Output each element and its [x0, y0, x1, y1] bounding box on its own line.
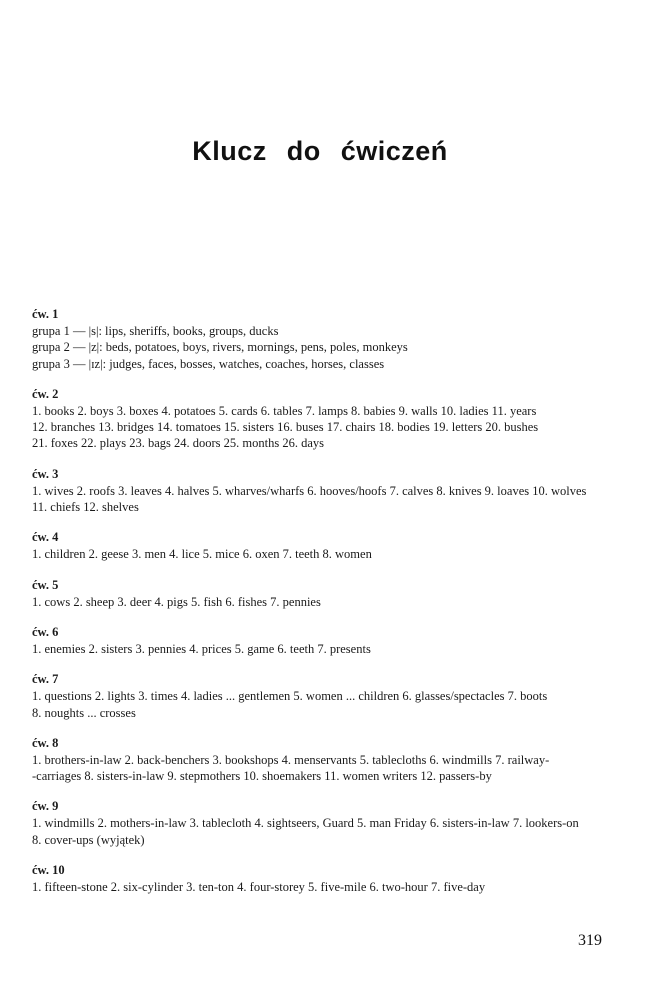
exercise-section-6 — [32, 624, 612, 657]
answer-line: grupa 2 — |z|: beds, potatoes, boys, rivers, mornings, pens, poles, monkeys — [32, 340, 408, 355]
answer-line: 1. windmills 2. mothers-in-law 3. tablecloth 4. sightseers, Guard 5. man Friday 6. sisters-in-law 7. lookers-on — [32, 816, 579, 831]
answer-line: -carriages 8. sisters-in-law 9. stepmothers 10. shoemakers 11. women writers 12. passers-by — [32, 769, 492, 784]
exercise-section-5 — [32, 577, 612, 610]
exercise-heading: ćw. 9 — [32, 799, 59, 814]
answer-line: 1. wives 2. roofs 3. leaves 4. halves 5. wharves/wharfs 6. hooves/hoofs 7. calves 8. knives 9. loaves 10. wolves — [32, 483, 587, 498]
exercise-section-2 — [32, 386, 612, 452]
answer-line: 1. cows 2. sheep 3. deer 4. pigs 5. fish 6. fishes 7. pennies — [32, 594, 321, 609]
exercise-section-3 — [32, 466, 612, 516]
answer-line: 1. children 2. geese 3. men 4. lice 5. mice 6. oxen 7. teeth 8. women — [32, 547, 372, 562]
exercise-heading: ćw. 7 — [32, 672, 59, 687]
answer-line: 21. foxes 22. plays 23. bags 24. doors 25. months 26. days — [32, 436, 324, 451]
exercise-section-8 — [32, 735, 612, 785]
answer-line: 12. branches 13. bridges 14. tomatoes 15. sisters 16. buses 17. chairs 18. bodies 19. letters 20. bushes — [32, 420, 539, 435]
exercise-heading: ćw. 1 — [32, 307, 59, 321]
exercise-heading: ćw. 2 — [32, 386, 59, 401]
exercise-heading: ćw. 3 — [32, 466, 59, 481]
exercise-section-9 — [32, 798, 612, 848]
exercise-heading: ćw. 10 — [32, 863, 65, 878]
exercise-heading: ćw. 8 — [32, 735, 59, 750]
exercise-heading: ćw. 4 — [32, 530, 59, 545]
answer-line: 1. books 2. boys 3. boxes 4. potatoes 5. cards 6. tables 7. lamps 8. babies 9. walls 10. ladies 11. years — [32, 403, 537, 418]
page-number: 319 — [578, 932, 602, 949]
exercise-section-7 — [32, 671, 612, 721]
exercise-section-4 — [32, 529, 612, 562]
answer-line: 1. fifteen-stone 2. six-cylinder 3. ten-ton 4. four-storey 5. five-mile 6. two-hour 7. five-day — [32, 880, 486, 895]
answer-line: grupa 3 — |ɪz|: judges, faces, bosses, watches, coaches, horses, classes — [32, 356, 385, 371]
answer-line: 11. chiefs 12. shelves — [32, 500, 139, 515]
page-title: Klucz do ćwiczeń — [192, 136, 448, 166]
answer-line: 1. questions 2. lights 3. times 4. ladies ... gentlemen 5. women ... children 6. glasses/spectacles 7. boots — [32, 689, 548, 704]
answer-line: 1. brothers-in-law 2. back-benchers 3. bookshops 4. menservants 5. tablecloths 6. windmills 7. railway- — [32, 752, 550, 767]
answer-line: 8. cover-ups (wyjątek) — [32, 832, 145, 847]
answer-line: 8. noughts ... crosses — [32, 705, 136, 720]
answer-line: 1. enemies 2. sisters 3. pennies 4. prices 5. game 6. teeth 7. presents — [32, 641, 371, 656]
exercise-heading: ćw. 5 — [32, 577, 59, 592]
answer-key-content — [32, 306, 612, 909]
exercise-heading: ćw. 6 — [32, 624, 59, 639]
exercise-section-1 — [32, 306, 612, 372]
answer-line: grupa 1 — |s|: lips, sheriffs, books, groups, ducks — [32, 324, 279, 338]
exercise-section-10 — [32, 862, 612, 895]
